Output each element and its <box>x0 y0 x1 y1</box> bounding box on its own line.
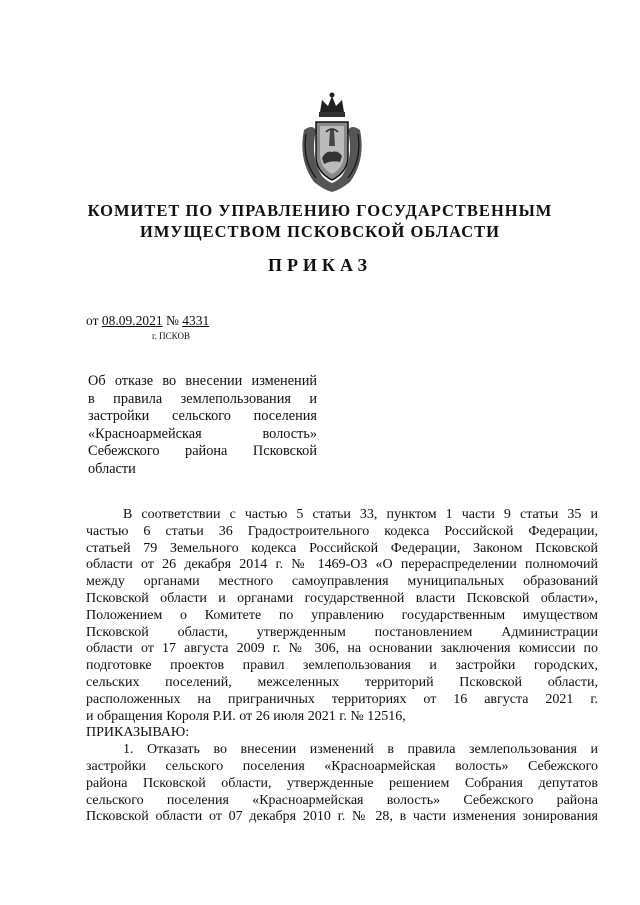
subject-line: застройки сельского поселения <box>88 408 317 424</box>
organization-name <box>0 200 640 242</box>
document-subject <box>88 373 317 478</box>
body-line: подготовке проектов правил землепользования и застройки городских, <box>86 658 598 674</box>
org-line-2: ИМУЩЕСТВОМ ПСКОВСКОЙ ОБЛАСТИ <box>140 222 500 241</box>
body-line: Псковской области и органами государственной власти Псковской области», <box>86 590 598 606</box>
subject-line: области <box>88 460 136 477</box>
body-line: сельских поселений, межселенных территорий Псковской области, <box>86 674 598 690</box>
body-line: сельского поселения «Красноармейская волость» Себежского района <box>86 792 598 808</box>
date-prefix: от <box>86 313 99 328</box>
document-body <box>86 507 598 826</box>
body-line: В соответствии с частью 5 статьи 33, пунктом 1 части 9 статьи 35 и <box>123 507 598 522</box>
document-type: ПРИКАЗ <box>267 255 373 275</box>
body-line: района Псковской области, утвержденные решением Собрания депутатов <box>86 775 598 791</box>
body-line: статьей 79 Земельного кодекса Российской Федерации, Законом Псковской <box>86 540 598 556</box>
body-line: области от 26 декабря 2014 г. № 1469-ОЗ «О перераспределении полномочий <box>86 557 598 573</box>
date-number-line <box>86 313 209 329</box>
body-line: расположенных на приграничных территориях от 16 августа 2021 г. <box>86 691 598 707</box>
subject-line: Себежского района Псковской <box>88 443 317 459</box>
body-line: области от 17 августа 2009 г. № 306, на основании заключения комиссии по <box>86 641 598 657</box>
body-line: частью 6 статьи 36 Градостроительного кодекса Российской Федерации, <box>86 523 598 539</box>
body-line: Псковской области от 07 декабря 2010 г. № 28, в части изменения зонирования <box>86 809 598 825</box>
document-number: 4331 <box>182 313 210 328</box>
number-prefix: № <box>165 313 179 328</box>
body-line: Псковской области, утвержденным постановлением Администрации <box>86 624 598 640</box>
subject-line: в правила землепользования и <box>88 390 317 407</box>
body-line: между органами местного самоуправления муниципальных образований <box>86 574 598 590</box>
order-keyword: ПРИКАЗЫВАЮ: <box>86 725 190 741</box>
document-date: 08.09.2021 <box>101 313 163 328</box>
city: г. ПСКОВ <box>152 331 190 341</box>
body-line: Положением о Комитете по управлению государственным имуществом <box>86 607 598 623</box>
org-line-1: КОМИТЕТ ПО УПРАВЛЕНИЮ ГОСУДАРСТВЕННЫМ <box>87 201 553 220</box>
subject-line: «Красноармейская волость» <box>88 425 317 442</box>
body-line: и обращения Короля Р.И. от 26 июля 2021 г. № 12516, <box>86 708 406 724</box>
subject-line: Об отказе во внесении изменений <box>88 373 317 389</box>
coat-of-arms-icon <box>292 90 372 195</box>
body-line: 1. Отказать во внесении изменений в правила землепользования и <box>123 742 598 758</box>
body-line: застройки сельского поселения «Красноармейская волость» Себежского <box>86 758 598 774</box>
